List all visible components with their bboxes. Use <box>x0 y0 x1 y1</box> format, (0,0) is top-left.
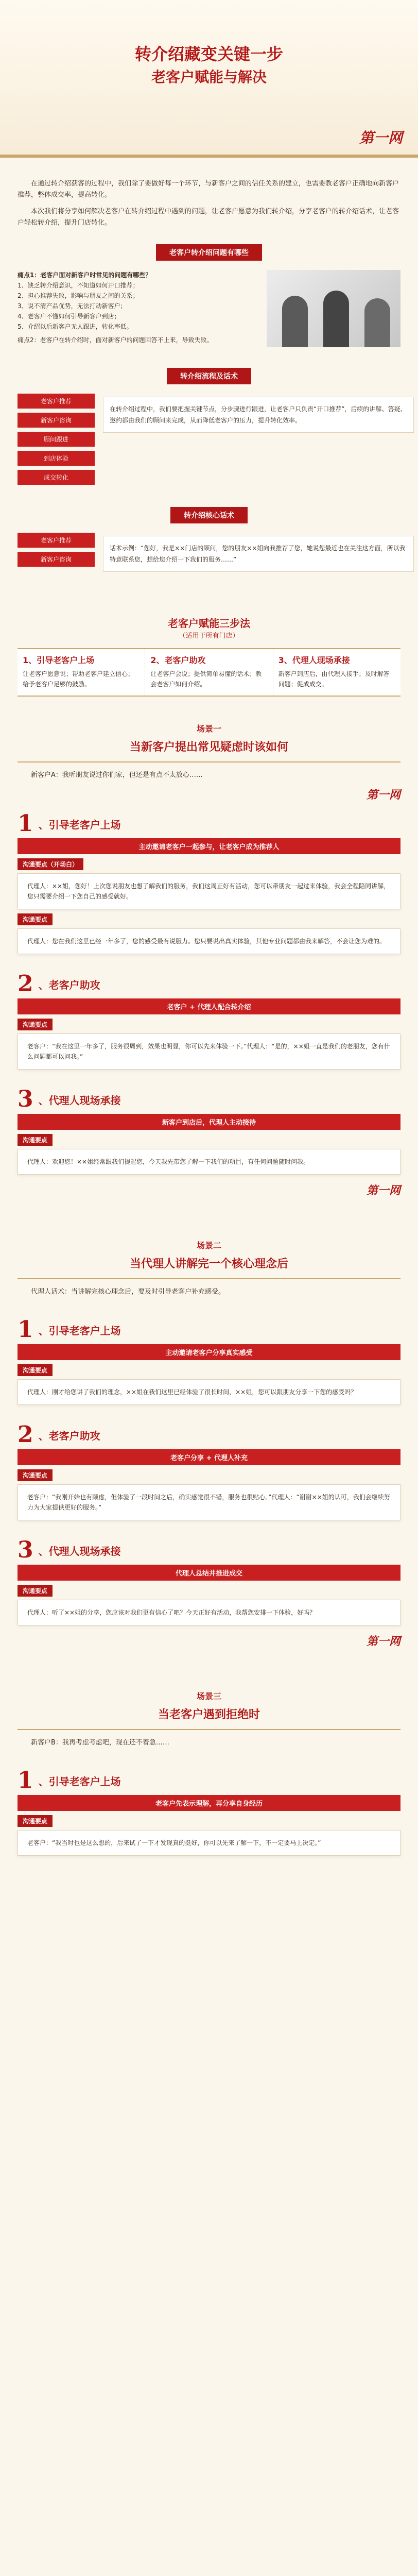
steps-subtitle: （适用于所有门店） <box>179 632 239 640</box>
flow-card: 在转介绍过程中，我们要把握关键节点，分步骤进行跟进，让老客户只负责“开口推荐”，后续的讲解、答疑、邀约都由我们的顾问来完成，从而降低老客户的压力，提升转化效率。 <box>103 397 414 433</box>
step-subtitle: 主动邀请老客户一起参与，让老客户成为推荐人 <box>18 838 400 854</box>
steps-title: 老客户赋能三步法 <box>168 617 250 630</box>
step-1 <box>0 812 418 954</box>
problem-item: 1、缺乏转介绍意识，不知道如何开口推荐； <box>18 282 139 289</box>
step-col-heading: 3、代理人现场承接 <box>278 655 350 665</box>
talk-tag: 沟通要点 <box>18 1585 53 1597</box>
step-col-text: 新客户到店后，由代理人接手；及时解答问题；促成成交。 <box>278 670 390 688</box>
flow-step: 顾问跟进 <box>18 432 95 447</box>
step-1c <box>0 1769 418 1856</box>
page-title: 转介绍藏变关键一步 <box>134 44 283 64</box>
step-number: 1 <box>18 1316 33 1343</box>
intro-paragraph-2: 本次我们将分享如何解决老客户在转介绍过程中遇到的问题，让老客户愿意为我们转介绍，分享老客户的转介绍话术，让老客户轻松转介绍，提升门店转化。 <box>18 208 399 227</box>
page-subtitle: 老客户赋能与解决 <box>151 69 267 86</box>
step-number: 3 <box>18 1537 33 1563</box>
steps-row <box>18 648 400 697</box>
brand-logo: 第一网 <box>366 788 400 802</box>
problem-item: 5、介绍以后新客户无人跟进，转化率低。 <box>18 323 133 330</box>
step-subtitle: 主动邀请老客户分享真实感受 <box>18 1344 400 1360</box>
step-label: 、引导老客户上场 <box>38 1775 121 1788</box>
step-number: 3 <box>18 1086 33 1112</box>
flow-step: 到店体验 <box>18 451 95 466</box>
flow-step: 新客户咨询 <box>18 552 95 567</box>
case-intro: 代理人话术：当讲解完核心理念后，要及时引导老客户补充感受。 <box>31 1288 225 1296</box>
case-tag: 场景一 <box>196 724 221 734</box>
step-subtitle: 老客户分享 + 代理人补充 <box>18 1449 400 1465</box>
step-col-heading: 1、引导老客户上场 <box>23 655 95 665</box>
step-number: 2 <box>18 971 33 997</box>
step-label: 、代理人现场承接 <box>38 1094 121 1107</box>
talk-tag: 沟通要点 <box>18 1364 53 1376</box>
talk-card: 老客户：“我在这里一年多了，服务很周到，效果也明显，你可以先来体验一下。”代理人：“是的，××姐一直是我们的老朋友，您有什么问题都可以问我。” <box>18 1033 400 1070</box>
step-label: 、引导老客户上场 <box>38 818 121 831</box>
talk-tag: 沟通要点 <box>18 913 53 925</box>
step-number: 1 <box>18 1767 33 1793</box>
step-number: 1 <box>18 810 33 837</box>
case-title: 当老客户遇到拒绝时 <box>158 1708 260 1721</box>
section-script <box>0 507 418 600</box>
talk-card: 老客户：“我刚开始也有顾虑，但体验了一段时间之后，确实感觉很不错，服务也很贴心。”代理人：“谢谢××姐的认可，我们会继续努力为大家提供更好的服务。” <box>18 1484 400 1520</box>
script-card: 话术示例：“您好，我是××门店的顾问，您的朋友××姐向我推荐了您，她说您最近也在关注这方面，所以我特意联系您，想给您介绍一下我们的服务……” <box>103 536 414 572</box>
talk-tag: 沟通要点 <box>18 1469 53 1481</box>
step-3b <box>0 1539 418 1649</box>
problem-item: 2、担心推荐失败，影响与朋友之间的关系； <box>18 292 139 299</box>
step-subtitle: 老客户先表示理解，再分享自身经历 <box>18 1795 400 1811</box>
step-label: 、代理人现场承接 <box>38 1545 121 1557</box>
flow-step: 成交转化 <box>18 470 95 485</box>
step-2 <box>0 973 418 1070</box>
step-number: 2 <box>18 1421 33 1448</box>
case-tag: 场景三 <box>196 1691 221 1701</box>
problem-item: 3、说不清产品优势，无法打动新客户； <box>18 302 127 310</box>
talk-card: 代理人：××姐，您好！上次您说朋友也想了解我们的服务，我们这周正好有活动，您可以带朋友一起过来体验，我会全程陪同讲解，您只需要介绍一下您自己的感受就好。 <box>18 873 400 909</box>
flow-step: 老客户推荐 <box>18 394 95 409</box>
brand-logo: 第一网 <box>366 1635 400 1648</box>
talk-tag: 沟通要点 <box>18 1134 53 1146</box>
meeting-photo <box>267 270 400 347</box>
step-col <box>273 649 400 696</box>
header <box>0 0 418 158</box>
step-1b <box>0 1318 418 1405</box>
talk-tag: 沟通要点 <box>18 1019 53 1030</box>
step-2b <box>0 1423 418 1520</box>
step-label: 、引导老客户上场 <box>38 1324 121 1337</box>
talk-card: 代理人：欢迎您！××姐经常跟我们提起您，今天我先带您了解一下我们的项目，有任何问题随时问我。 <box>18 1149 400 1175</box>
talk-tag: 沟通要点（开场白） <box>18 858 83 870</box>
case-tag: 场景二 <box>196 1241 221 1250</box>
intro-paragraph-1: 在通过转介绍获客的过程中，我们除了要做好每一个环节，与新客户之间的信任关系的建立，也需要教老客户正确地向新客户推荐，整体成交率，提高转化。 <box>18 180 399 199</box>
talk-card: 代理人：刚才给您讲了我们的理念，××姐在我们这里已经体验了很长时间，××姐，您可以跟朋友分享一下您的感受吗？ <box>18 1379 400 1405</box>
talk-card: 代理人：您在我们这里已经一年多了，您的感受最有说服力。您只要说出真实体验，其他专业问题都由我来解答，不会让您为难的。 <box>18 928 400 954</box>
section-banner: 转介绍流程及话术 <box>167 368 251 384</box>
section-flow <box>0 368 418 497</box>
talk-tag: 沟通要点 <box>18 1815 53 1827</box>
case-title: 当代理人讲解完一个核心理念后 <box>129 1257 288 1270</box>
problem-list <box>18 270 259 347</box>
step-col <box>145 649 273 696</box>
steps-overview <box>0 615 418 697</box>
problem-note: 痛点2：老客户在转介绍时，面对新客户的问题回答不上来，导致失败。 <box>18 336 213 344</box>
case-intro: 新客户B：我再考虑考虑吧，现在还不着急…… <box>31 1739 169 1747</box>
brand-logo: 第一网 <box>366 1184 400 1197</box>
step-subtitle: 新客户到店后，代理人主动接待 <box>18 1114 400 1130</box>
section-banner: 转介绍核心话术 <box>170 507 248 523</box>
flow-step: 新客户咨询 <box>18 413 95 428</box>
step-3 <box>0 1088 418 1198</box>
section-problems <box>0 244 418 347</box>
step-subtitle: 老客户 + 代理人配合转介绍 <box>18 998 400 1014</box>
talk-card: 老客户：“我当时也是这么想的，后来试了一下才发现真的挺好，你可以先来了解一下，不一定要马上决定。” <box>18 1830 400 1856</box>
step-col-text: 让老客户会说；提供简单易懂的话术；教会老客户如何介绍。 <box>150 670 262 688</box>
step-subtitle: 代理人总结并推进成交 <box>18 1565 400 1581</box>
step-label: 、老客户助攻 <box>38 1429 100 1442</box>
problem-list-title: 痛点1：老客户面对新客户时常见的问题有哪些？ <box>18 272 152 279</box>
case-1 <box>0 722 418 802</box>
script-flow <box>18 533 95 567</box>
talk-card: 代理人：听了××姐的分享，您应该对我们更有信心了吧？今天正好有活动，我帮您安排一下体验，好吗？ <box>18 1600 400 1625</box>
case-3 <box>0 1690 418 1749</box>
problem-item: 4、老客户不懂如何引导新客户到店； <box>18 313 120 320</box>
section-banner: 老客户转介绍问题有哪些 <box>156 244 262 261</box>
case-intro: 新客户A：我听朋友说过你们家，但还是有点不太放心…… <box>31 771 203 779</box>
step-label: 、老客户助攻 <box>38 978 100 991</box>
step-col <box>18 649 145 696</box>
step-col-heading: 2、老客户助攻 <box>150 655 206 665</box>
brand-logo: 第一网 <box>359 129 403 146</box>
step-col-text: 让老客户愿意说；帮助老客户建立信心；给予老客户足够的鼓励。 <box>23 670 134 688</box>
flow-step: 老客户推荐 <box>18 533 95 548</box>
intro <box>0 178 418 229</box>
case-title: 当新客户提出常见疑虑时该如何 <box>129 740 288 754</box>
flow-chart <box>18 394 95 485</box>
case-2 <box>0 1239 418 1298</box>
